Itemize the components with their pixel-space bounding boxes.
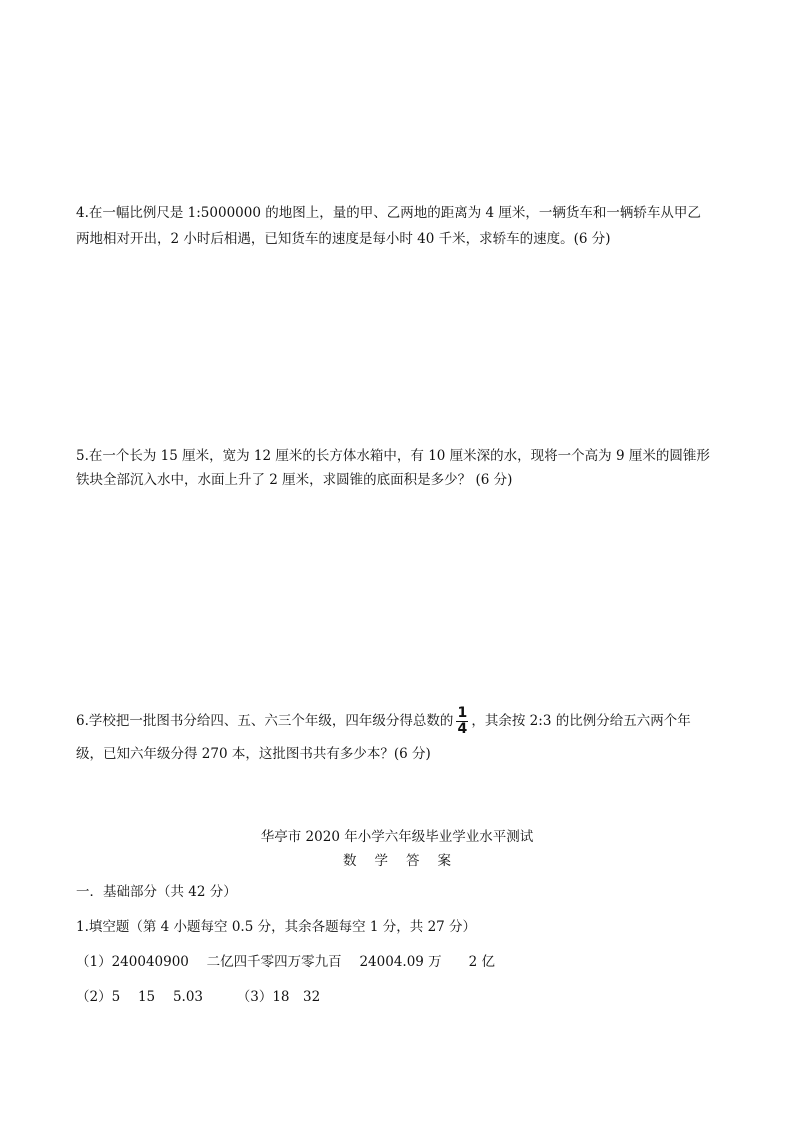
fraction-numerator: 1 [457, 705, 468, 721]
problem-4-line-1: 4.在一幅比例尺是 1:5000000 的地图上，量的甲、乙两地的距离为 4 厘米，一辆货车和一辆轿车从甲乙 [76, 205, 701, 221]
problem-6-text-before: 6.学校把一批图书分给四、五、六三个年级，四年级分得总数的 [76, 713, 454, 729]
problem-6-line-2: 级，已知六年级分得 270 本，这批图书共有多少本？(6 分) [76, 746, 431, 762]
answer-key-subtitle [0, 853, 794, 869]
fraction-one-quarter [456, 706, 468, 737]
section-1-heading: 一．基础部分（共 42 分） [76, 884, 237, 900]
answer-row-1: （1）240040900 二亿四千零四万零九百 24004.09 万 2 亿 [76, 954, 496, 970]
answer-key-subtitle-text: 数学答案 [343, 853, 469, 869]
problem-6-text-after: ，其余按 2:3 的比例分给五六两个年 [471, 713, 691, 729]
fraction-denominator: 4 [457, 721, 468, 737]
problem-6-line-1 [76, 705, 691, 737]
answer-row-2: （2）5 15 5.03 （3）18 32 [76, 989, 321, 1005]
answer-key-title: 华亭市 2020 年小学六年级毕业学业水平测试 [260, 829, 534, 845]
problem-4-line-2: 两地相对开出，2 小时后相遇，已知货车的速度是每小时 40 千米，求轿车的速度。(6 分) [76, 231, 611, 247]
question-1-heading: 1.填空题（第 4 小题每空 0.5 分，其余各题每空 1 分，共 27 分） [76, 919, 477, 935]
problem-5-line-2: 铁块全部沉入水中，水面上升了 2 厘米，求圆锥的底面积是多少？ (6 分) [76, 472, 513, 488]
problem-5-line-1: 5.在一个长为 15 厘米，宽为 12 厘米的长方体水箱中，有 10 厘米深的水，现将一个高为 9 厘米的圆锥形 [76, 448, 710, 464]
